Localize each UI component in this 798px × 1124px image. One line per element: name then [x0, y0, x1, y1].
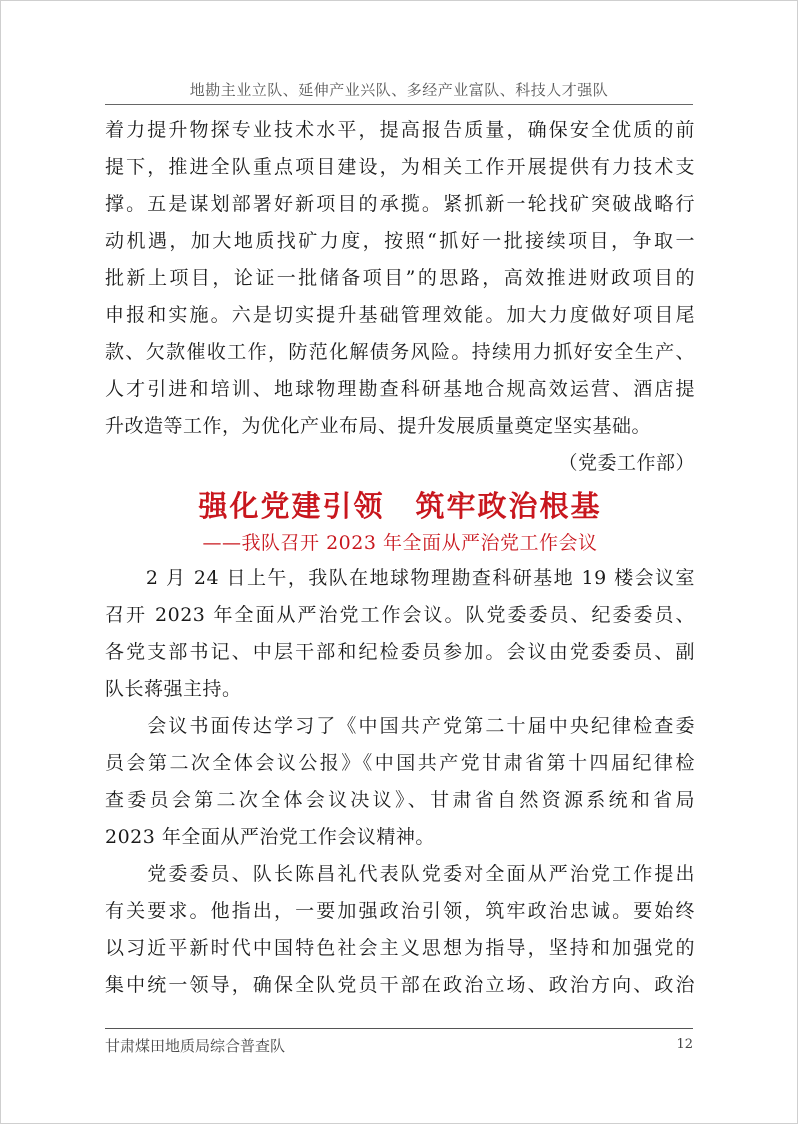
text-line: 2023 年全面从严治党工作会议精神。 [105, 826, 435, 848]
page-number: 12 [676, 1037, 693, 1052]
footer-rule [105, 1028, 693, 1029]
text-line: 提下，推进全队重点项目建设，为相关工作开展提供有力技术支 [105, 156, 695, 178]
text-line: 升改造等工作，为优化产业布局、提升发展质量奠定坚实基础。 [105, 415, 652, 437]
article2-paragraph-1 [105, 560, 695, 708]
text-line: 有关要求。他指出，一要加强政治引领，筑牢政治忠诚。要始终 [105, 900, 695, 922]
article1-credit: （党委工作部） [558, 452, 695, 474]
text-line: 申报和实施。六是切实提升基础管理效能。加大力度做好项目尾 [105, 304, 695, 326]
text-line: 会议书面传达学习了《中国共产党第二十届中央纪律检查委 [105, 715, 695, 737]
article2-paragraph-2 [105, 708, 695, 856]
text-line: 队长蒋强主持。 [105, 678, 242, 700]
article2-title: 强化党建引领 筑牢政治根基 [198, 489, 602, 523]
text-line: 员会第二次全体会议公报》《中国共产党甘肃省第十四届纪律检 [105, 752, 695, 774]
text-line: 2 月 24 日上午，我队在地球物理勘查科研基地 19 楼会议室 [105, 567, 695, 589]
header-rule [105, 104, 693, 105]
article1-paragraph [105, 112, 695, 445]
text-line: 各党支部书记、中层干部和纪检委员参加。会议由党委委员、副 [105, 641, 695, 663]
text-line: 召开 2023 年全面从严治党工作会议。队党委委员、纪委委员、 [105, 604, 695, 626]
running-header: 地勘主业立队、延伸产业兴队、多经产业富队、科技人才强队 [189, 81, 609, 99]
text-line: 以习近平新时代中国特色社会主义思想为指导，坚持和加强党的 [105, 937, 695, 959]
text-line: 人才引进和培训、地球物理勘查科研基地合规高效运营、酒店提 [105, 378, 695, 400]
text-line: 集中统一领导，确保全队党员干部在政治立场、政治方向、政治 [105, 974, 695, 996]
page-content [105, 112, 695, 1004]
footer-organization: 甘肃煤田地质局综合普查队 [105, 1037, 286, 1055]
article2-subtitle: ——我队召开 2023 年全面从严治党工作会议 [202, 532, 598, 554]
text-line: 批新上项目，论证一批储备项目”的思路，高效推进财政项目的 [105, 267, 695, 289]
article2-paragraph-3 [105, 856, 695, 1004]
text-line: 动机遇，加大地质找矿力度，按照“抓好一批接续项目，争取一 [105, 230, 695, 252]
text-line: 着力提升物探专业技术水平，提高报告质量，确保安全优质的前 [105, 119, 695, 141]
text-line: 党委委员、队长陈昌礼代表队党委对全面从严治党工作提出 [105, 863, 695, 885]
text-line: 查委员会第二次全体会议决议》、甘肃省自然资源系统和省局 [105, 789, 695, 811]
text-line: 撑。五是谋划部署好新项目的承揽。紧抓新一轮找矿突破战略行 [105, 193, 695, 215]
text-line: 款、欠款催收工作，防范化解债务风险。持续用力抓好安全生产、 [105, 341, 695, 363]
